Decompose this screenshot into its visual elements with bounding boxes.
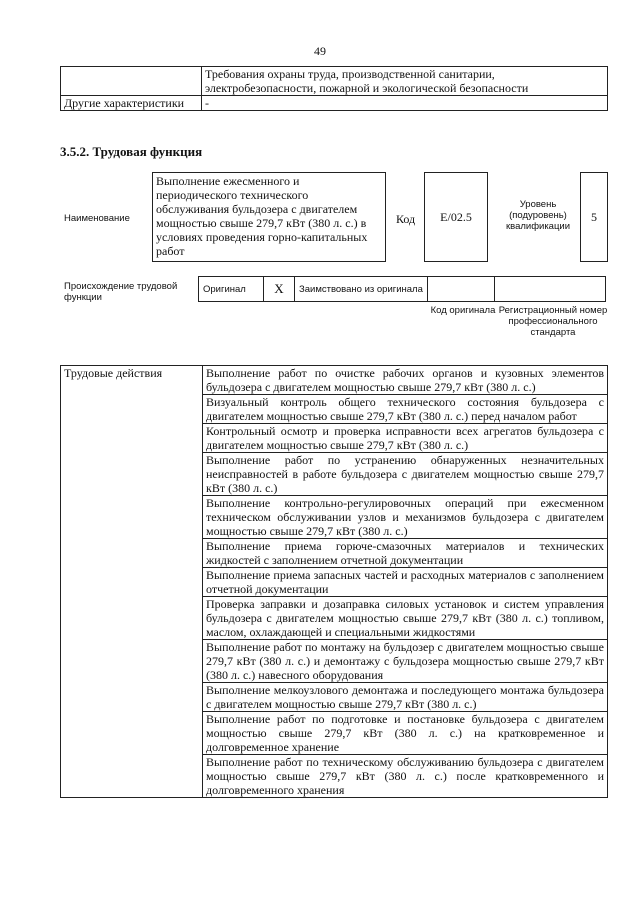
origin-label: Происхождение трудовой функции <box>64 281 178 303</box>
code-original-caption: Код оригинала <box>430 305 496 316</box>
labor-action-item: Выполнение работ по подготовке и постановке бульдозера с двигателем мощностью свыше 279,7 кВт (380 л. с.) на кратковременное и долговременное хранение <box>203 712 608 755</box>
qualification-level: 5 <box>580 172 608 262</box>
function-code: E/02.5 <box>424 172 488 262</box>
row-value: - <box>202 96 608 111</box>
labor-action-item: Выполнение приема запасных частей и расходных материалов с заполнением отчетной документации <box>203 568 608 597</box>
labor-action-item: Выполнение работ по техническому обслуживанию бульдозера с двигателем мощностью свыше 279,7 кВт (380 л. с.) после кратковременного и долговременного хранения <box>203 755 608 798</box>
labor-action-item: Проверка заправки и дозаправка силовых установок и систем управления бульдозера с двигателем мощностью свыше 279,7 кВт (380 л. с.) топливом, маслом, охлаждающей и специальными жидкостями <box>203 597 608 640</box>
reg-number-caption: Регистрационный номер профессионального стандарта <box>498 305 608 338</box>
row-label <box>61 67 202 96</box>
function-name: Выполнение ежесменного и периодического технического обслуживания бульдозера с двигателем мощностью свыше 279,7 кВт (380 л. с.) в условиях проведения горно-капитальных работ <box>152 172 386 262</box>
table-row <box>61 67 608 96</box>
original-code-cell <box>428 277 495 302</box>
page-number: 49 <box>314 44 326 58</box>
labor-actions-table <box>60 365 608 798</box>
labor-action-item: Выполнение работ по очистке рабочих органов и кузовных элементов бульдозера с двигателем мощностью свыше 279,7 кВт (380 л. с.) <box>203 366 608 395</box>
table-row <box>61 96 608 111</box>
labor-action-item: Выполнение работ по монтажу на бульдозер с двигателем мощностью свыше 279,7 кВт (380 л. с.) и демонтажу с бульдозера мощностью свыше 279,7 кВт (380 л. с.) навесного оборудования <box>203 640 608 683</box>
level-label: Уровень (подуровень) квалификации <box>505 199 571 232</box>
row-value: Требования охраны труда, производственной санитарии, электробезопасности, пожарной и экологической безопасности <box>202 67 608 96</box>
labor-action-item: Визуальный контроль общего технического состояния бульдозера с двигателем мощностью свыше 279,7 кВт (380 л. с.) перед началом работ <box>203 395 608 424</box>
labor-action-item: Выполнение приема горюче-смазочных материалов и технических жидкостей с заполнением отчетной документации <box>203 539 608 568</box>
reg-number-cell <box>495 277 606 302</box>
section-title: 3.5.2. Трудовая функция <box>60 144 203 159</box>
labor-action-item: Выполнение мелкоузлового демонтажа и последующего монтажа бульдозера с двигателем мощностью свыше 279,7 кВт (380 л. с.) <box>203 683 608 712</box>
table-row <box>61 366 608 395</box>
labor-actions-header: Трудовые действия <box>61 366 203 798</box>
name-label: Наименование <box>64 213 130 224</box>
code-label: Код <box>396 212 416 226</box>
original-mark: X <box>264 277 295 302</box>
labor-action-item: Выполнение контрольно-регулировочных операций при ежесменном техническом обслуживании узлов и механизмов бульдозера с двигателем мощностью свыше 279,7 кВт (380 л. с.) <box>203 496 608 539</box>
labor-action-item: Контрольный осмотр и проверка исправности всех агрегатов бульдозера с двигателем мощностью свыше 279,7 кВт (380 л. с.) <box>203 424 608 453</box>
labor-action-item: Выполнение работ по устранению обнаруженных незначительных неисправностей в работе бульдозера с двигателем мощностью свыше 279,7 кВт (380 л. с.) <box>203 453 608 496</box>
requirements-table <box>60 66 608 111</box>
row-label: Другие характеристики <box>61 96 202 111</box>
original-label: Оригинал <box>199 277 264 302</box>
borrowed-label: Заимствовано из оригинала <box>295 277 428 302</box>
origin-table <box>198 276 606 302</box>
